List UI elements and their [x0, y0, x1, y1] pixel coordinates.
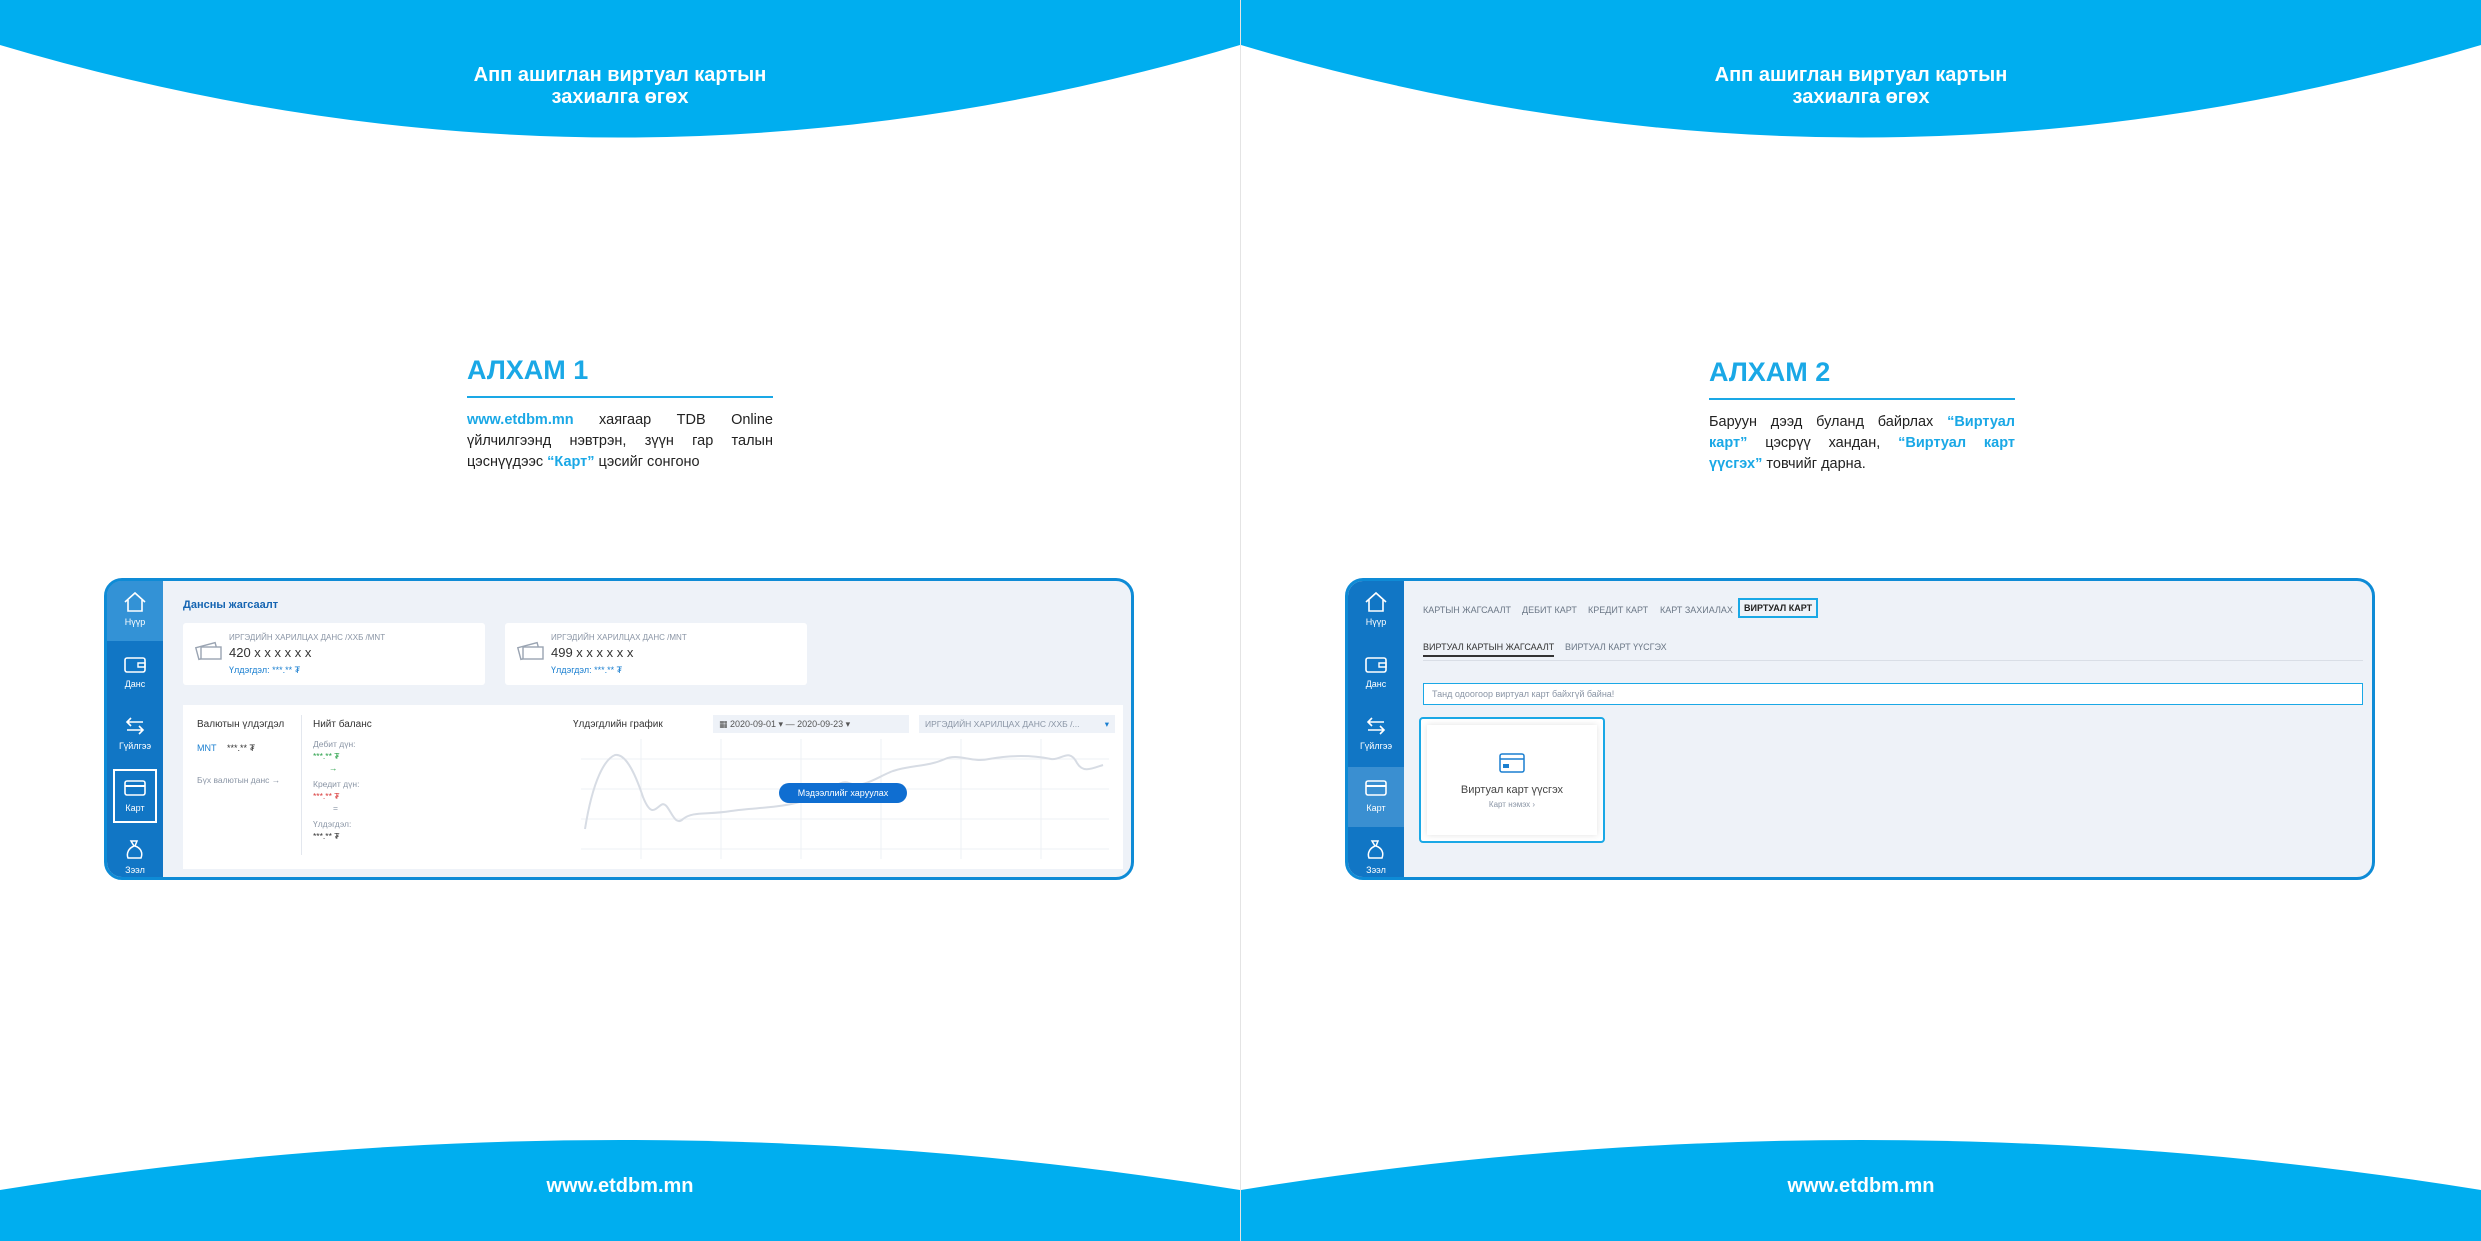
header-title-line1: Апп ашиглан виртуал картын	[1714, 64, 2008, 86]
sidebar-item-account[interactable]	[107, 643, 163, 703]
sidebar-item-account[interactable]	[1348, 643, 1404, 703]
sidebar-item-loan[interactable]	[1348, 829, 1404, 880]
account-select[interactable]	[919, 715, 1115, 733]
header-title-line2: захиалга өгөх	[1792, 86, 1930, 108]
tab-virtual-card[interactable]: ВИРТУАЛ КАРТ	[1738, 598, 1818, 618]
account-card[interactable]	[505, 623, 807, 685]
all-currency-link[interactable]: Бүх валютын данс →	[197, 775, 281, 785]
website-link[interactable]: www.etdbm.mn	[467, 412, 574, 428]
page-step-1	[0, 0, 1240, 1241]
step-2-title: АЛХАМ 2	[1709, 357, 2015, 400]
account-balance: Үлдэгдэл: ***.** ₮	[551, 665, 623, 675]
step-2-text	[1709, 412, 2015, 475]
wallet-icon	[1364, 653, 1388, 675]
sidebar-label-card: Карт	[1366, 803, 1386, 813]
add-card-link[interactable]: Карт нэмэх ›	[1488, 800, 1536, 809]
tab-order-card[interactable]: КАРТ ЗАХИАЛАХ	[1660, 605, 1733, 615]
page-step-2	[1241, 0, 2481, 1241]
step-1-text-a: хаягаар TDB Online үйлчилгээнд нэвтрэн, зүүн гар талын цэснүүдээс	[467, 412, 773, 470]
footer-url[interactable]: www.etdbm.mn	[546, 1175, 694, 1197]
tab-debit-card[interactable]: ДЕБИТ КАРТ	[1522, 605, 1577, 615]
sidebar	[107, 581, 163, 877]
chart-label: Үлдэгдлийн график	[573, 719, 663, 730]
date-range-value: 2020-09-01 ▾ — 2020-09-23 ▾	[730, 719, 851, 729]
loan-icon	[123, 839, 147, 861]
step-2-highlight-2: “Виртуал карт үүсгэх”	[1709, 435, 2015, 472]
balance-label: Үлдэгдэл:	[313, 819, 352, 829]
sidebar-item-transactions[interactable]	[107, 705, 163, 765]
transfer-icon	[123, 715, 147, 737]
account-name: ИРГЭДИЙН ХАРИЛЦАХ ДАНС /MNT	[551, 633, 687, 642]
balance-value: ***.** ₮	[313, 831, 340, 841]
sidebar	[1348, 581, 1404, 877]
sidebar-label-account: Данс	[124, 679, 146, 689]
tab-card-list[interactable]: КАРТЫН ЖАГСААЛТ	[1423, 605, 1512, 615]
step-1-block	[467, 355, 773, 473]
money-icon	[517, 637, 545, 663]
total-balance-label: Нийт баланс	[313, 719, 372, 730]
home-icon	[1364, 591, 1388, 613]
subtab-create-virtual-card[interactable]: ВИРТУАЛ КАРТ ҮҮСГЭХ	[1565, 642, 1667, 652]
account-number: 499 x x x x x x	[551, 645, 634, 660]
header-title-line1: Апп ашиглан виртуал картын	[473, 64, 767, 86]
step-2-text-b: цэсрүү хандан,	[1747, 435, 1899, 451]
step-1-text	[467, 410, 773, 473]
divider	[301, 715, 302, 855]
account-card[interactable]	[183, 623, 485, 685]
credit-value: ***.** ₮	[313, 791, 340, 801]
debit-value: ***.** ₮	[313, 751, 340, 761]
home-icon	[123, 591, 147, 613]
tab-credit-card[interactable]: КРЕДИТ КАРТ	[1588, 605, 1649, 615]
arrow-icon: →	[329, 763, 338, 773]
footer-url[interactable]: www.etdbm.mn	[1787, 1175, 1935, 1197]
step-1-title: АЛХАМ 1	[467, 355, 773, 398]
card-icon	[123, 777, 147, 799]
account-name: ИРГЭДИЙН ХАРИЛЦАХ ДАНС /ХХБ /MNT	[229, 633, 386, 642]
transfer-icon	[1364, 715, 1388, 737]
chevron-down-icon: ▾	[1104, 719, 1109, 729]
currency-label: Валютын үлдэгдэл	[197, 719, 285, 730]
money-icon	[195, 637, 223, 663]
page-header	[0, 64, 1240, 108]
loan-icon	[1364, 839, 1388, 861]
sidebar-item-home[interactable]	[1348, 581, 1404, 641]
sidebar-label-card: Карт	[125, 803, 145, 813]
sidebar-label-loan: Зээл	[1366, 865, 1386, 875]
sidebar-item-loan[interactable]	[107, 829, 163, 880]
wallet-icon	[123, 653, 147, 675]
step-1-highlight: “Карт”	[547, 454, 595, 470]
sidebar-label-home: Нүүр	[1365, 617, 1387, 627]
currency-code[interactable]: MNT	[197, 743, 217, 753]
account-select-value: ИРГЭДИЙН ХАРИЛЦАХ ДАНС /ХХБ /...	[925, 719, 1080, 729]
credit-label: Кредит дүн:	[313, 779, 360, 789]
card-icon	[1499, 753, 1525, 773]
create-virtual-card-tile	[1427, 725, 1597, 835]
divider	[1423, 660, 2363, 661]
sidebar-label-home: Нүүр	[124, 617, 146, 627]
sidebar-label-loan: Зээл	[125, 865, 145, 875]
create-card-title: Виртуал карт үүсгэх	[1460, 784, 1564, 796]
equals-icon: =	[333, 803, 338, 813]
screenshot-accounts	[104, 578, 1134, 880]
sidebar-item-home[interactable]	[107, 581, 163, 641]
empty-message: Танд одоогоор виртуал карт байхгүй байна!	[1423, 683, 2363, 705]
step-2-text-c: товчийг дарна.	[1762, 456, 1866, 472]
sidebar-label-transactions: Гүйлгээ	[1359, 741, 1393, 751]
page-header	[1241, 64, 2481, 108]
step-2-block	[1709, 357, 2015, 475]
step-1-text-b: цэсийг сонгоно	[594, 454, 700, 470]
show-info-button[interactable]: Мэдээллийг харуулах	[779, 783, 907, 803]
create-virtual-card-button[interactable]	[1419, 717, 1605, 843]
summary-panel	[183, 705, 1123, 869]
subtab-virtual-card-list[interactable]: ВИРТУАЛ КАРТЫН ЖАГСААЛТ	[1423, 642, 1554, 657]
date-range-picker[interactable]	[713, 715, 909, 733]
calendar-icon: ▦	[719, 719, 731, 729]
sidebar-item-transactions[interactable]	[1348, 705, 1404, 765]
header-title-line2: захиалга өгөх	[551, 86, 689, 108]
screenshot-virtual-card	[1345, 578, 2375, 880]
sidebar-item-card[interactable]	[107, 767, 163, 827]
step-2-text-a: Баруун дээд буланд байрлах	[1709, 414, 1948, 430]
currency-value: ***.** ₮	[227, 743, 256, 753]
debit-label: Дебит дүн:	[313, 739, 356, 749]
account-balance: Үлдэгдэл: ***.** ₮	[229, 665, 301, 675]
sidebar-item-card[interactable]	[1348, 767, 1404, 827]
section-title: Дансны жагсаалт	[183, 599, 279, 611]
account-number: 420 x x x x x x	[229, 645, 312, 660]
sidebar-label-transactions: Гүйлгээ	[118, 741, 152, 751]
step-2-highlight-1: “Виртуал карт”	[1709, 414, 2015, 451]
card-icon	[1364, 777, 1388, 799]
sidebar-label-account: Данс	[1365, 679, 1387, 689]
